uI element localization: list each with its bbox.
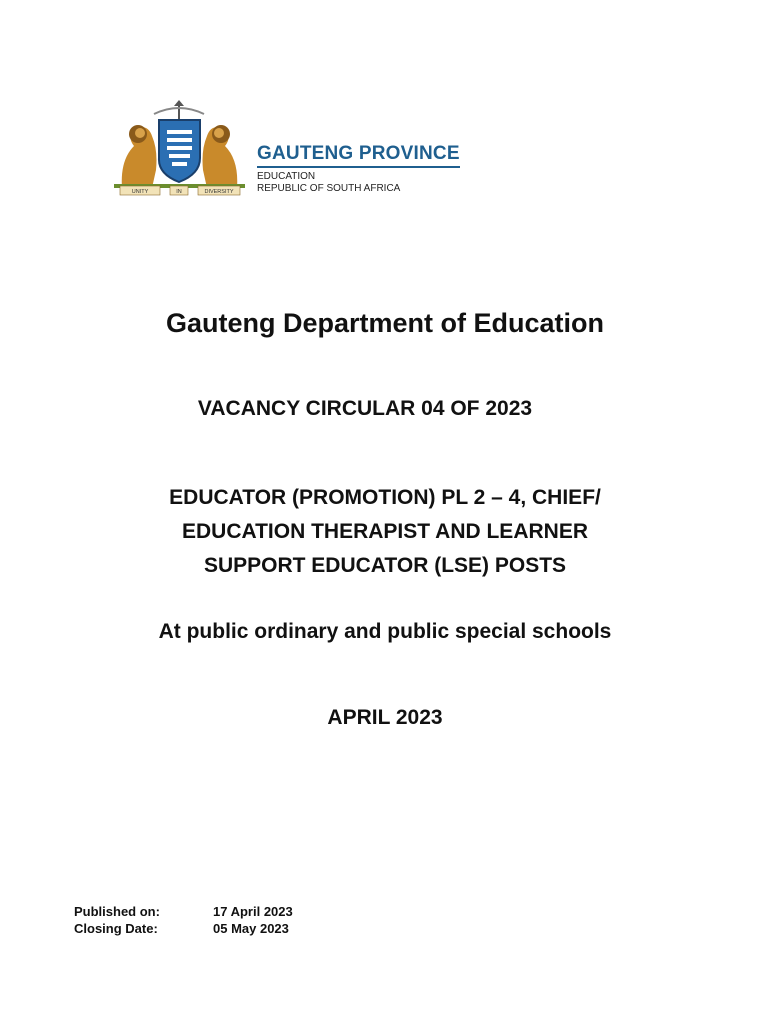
published-row — [74, 903, 293, 920]
published-label: Published on: — [74, 904, 160, 919]
circular-number: VACANCY CIRCULAR 04 OF 2023 — [197, 397, 533, 420]
published-date: 17 April 2023 — [213, 904, 293, 919]
closing-row — [74, 920, 293, 937]
closing-label: Closing Date: — [74, 921, 158, 936]
logo-subtitle-republic: REPUBLIC OF SOUTH AFRICA — [257, 183, 401, 194]
gauteng-province-logo — [112, 100, 492, 200]
logo-text — [257, 144, 460, 195]
crest-banner-unity: UNITY — [131, 189, 149, 195]
posts-heading-line-2: EDUCATION THERAPIST AND LEARNER — [181, 520, 588, 543]
posts-heading — [0, 481, 770, 583]
posts-heading-line-3: SUPPORT EDUCATOR (LSE) POSTS — [203, 554, 567, 577]
closing-date: 05 May 2023 — [213, 921, 289, 936]
posts-heading-line-1: EDUCATOR (PROMOTION) PL 2 – 4, CHIEF/ — [169, 486, 601, 509]
coat-of-arms-icon — [112, 100, 247, 196]
logo-subtitle-education: EDUCATION — [257, 171, 316, 182]
logo-title: GAUTENG PROVINCE — [257, 144, 460, 168]
department-title: Gauteng Department of Education — [165, 308, 605, 338]
publication-details — [74, 903, 293, 937]
crest-banner-diversity: DIVERSITY — [204, 189, 234, 195]
circular-month: APRIL 2023 — [327, 706, 443, 729]
schools-subtitle: At public ordinary and public special schools — [158, 620, 612, 643]
crest-banner-in: IN — [176, 189, 182, 195]
